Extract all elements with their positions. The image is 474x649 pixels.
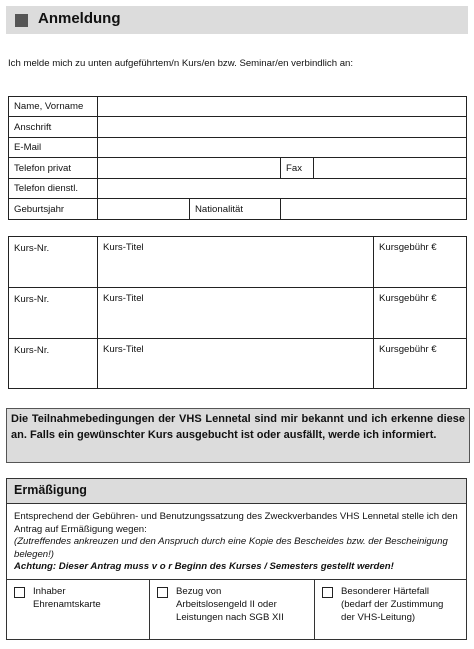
course-nr-field[interactable]: Kurs-Nr.	[9, 288, 98, 339]
discount-section	[6, 478, 467, 640]
courses-table	[8, 236, 467, 389]
address-label: Anschrift	[9, 117, 98, 138]
course-nr-field[interactable]: Kurs-Nr.	[9, 237, 98, 288]
personal-details-table	[8, 96, 467, 220]
email-field[interactable]	[98, 138, 467, 158]
course-nr-field[interactable]: Kurs-Nr.	[9, 339, 98, 389]
option-label-line: Ehrenamtskarte	[33, 599, 101, 610]
nationality-label: Nationalität	[190, 199, 281, 220]
name-field[interactable]	[98, 97, 467, 117]
option-label	[176, 585, 284, 624]
discount-header	[7, 479, 466, 504]
option-label	[341, 585, 443, 624]
nationality-field[interactable]	[281, 199, 467, 220]
checkbox-benefits[interactable]	[157, 587, 168, 598]
discount-hint: (Zutreffendes ankreuzen und den Anspruch durch eine Kopie des Bescheides bzw. der Bescheinigung belegen!)	[14, 536, 448, 560]
phone-work-field[interactable]	[98, 179, 467, 199]
discount-option-hardship	[314, 580, 467, 640]
phone-work-label: Telefon dienstl.	[9, 179, 98, 199]
course-title-field[interactable]: Kurs-Titel	[98, 237, 374, 288]
course-fee-field[interactable]: Kursgebühr €	[374, 288, 467, 339]
address-field[interactable]	[98, 117, 467, 138]
discount-option-benefits	[149, 580, 315, 640]
discount-option-volunteer	[7, 580, 149, 640]
discount-options	[7, 579, 466, 640]
email-label: E-Mail	[9, 138, 98, 158]
course-fee-field[interactable]: Kursgebühr €	[374, 339, 467, 389]
option-label-line: Bezug von	[176, 586, 222, 597]
option-label-line: (bedarf der Zustimmung	[341, 599, 444, 610]
birth-year-label: Geburtsjahr	[9, 199, 98, 220]
terms-notice: Die Teilnahmebedingungen der VHS Lennetal sind mir bekannt und ich erkenne diese an. Falls ein gewünschter Kurs ausgebucht ist oder ausfällt, werde ich informiert.	[6, 408, 470, 463]
option-label-line: Leistungen nach SGB XII	[176, 612, 284, 623]
section-header	[6, 6, 468, 34]
option-label-line: der VHS-Leitung)	[341, 612, 416, 623]
course-row	[9, 288, 467, 339]
option-label	[33, 585, 101, 611]
option-label-line: Arbeitslosengeld II oder	[176, 599, 277, 610]
intro-text: Ich melde mich zu unten aufgeführtem/n Kurs/en bzw. Seminar/en verbindlich an:	[8, 58, 354, 69]
fax-label: Fax	[281, 158, 314, 179]
option-label-line: Inhaber	[33, 586, 66, 597]
course-fee-field[interactable]: Kursgebühr €	[374, 237, 467, 288]
square-icon	[15, 14, 28, 27]
fax-field[interactable]	[314, 158, 467, 179]
discount-heading: Ermäßigung	[14, 483, 87, 497]
option-label-line: Besonderer Härtefall	[341, 586, 429, 597]
discount-text: Entsprechend der Gebühren- und Benutzungssatzung des Zweckverbandes VHS Lennetal stelle ich den Antrag auf Ermäßigung wegen:	[14, 511, 458, 535]
checkbox-hardship[interactable]	[322, 587, 333, 598]
birth-year-field[interactable]	[98, 199, 190, 220]
name-label: Name, Vorname	[9, 97, 98, 117]
course-row	[9, 339, 467, 389]
page-title: Anmeldung	[38, 10, 121, 27]
phone-private-field[interactable]	[98, 158, 281, 179]
course-row	[9, 237, 467, 288]
discount-warning: Achtung: Dieser Antrag muss v o r Beginn des Kurses / Semesters gestellt werden!	[14, 561, 394, 572]
course-title-field[interactable]: Kurs-Titel	[98, 339, 374, 389]
checkbox-volunteer[interactable]	[14, 587, 25, 598]
phone-private-label: Telefon privat	[9, 158, 98, 179]
course-title-field[interactable]: Kurs-Titel	[98, 288, 374, 339]
discount-text-block	[14, 511, 462, 574]
